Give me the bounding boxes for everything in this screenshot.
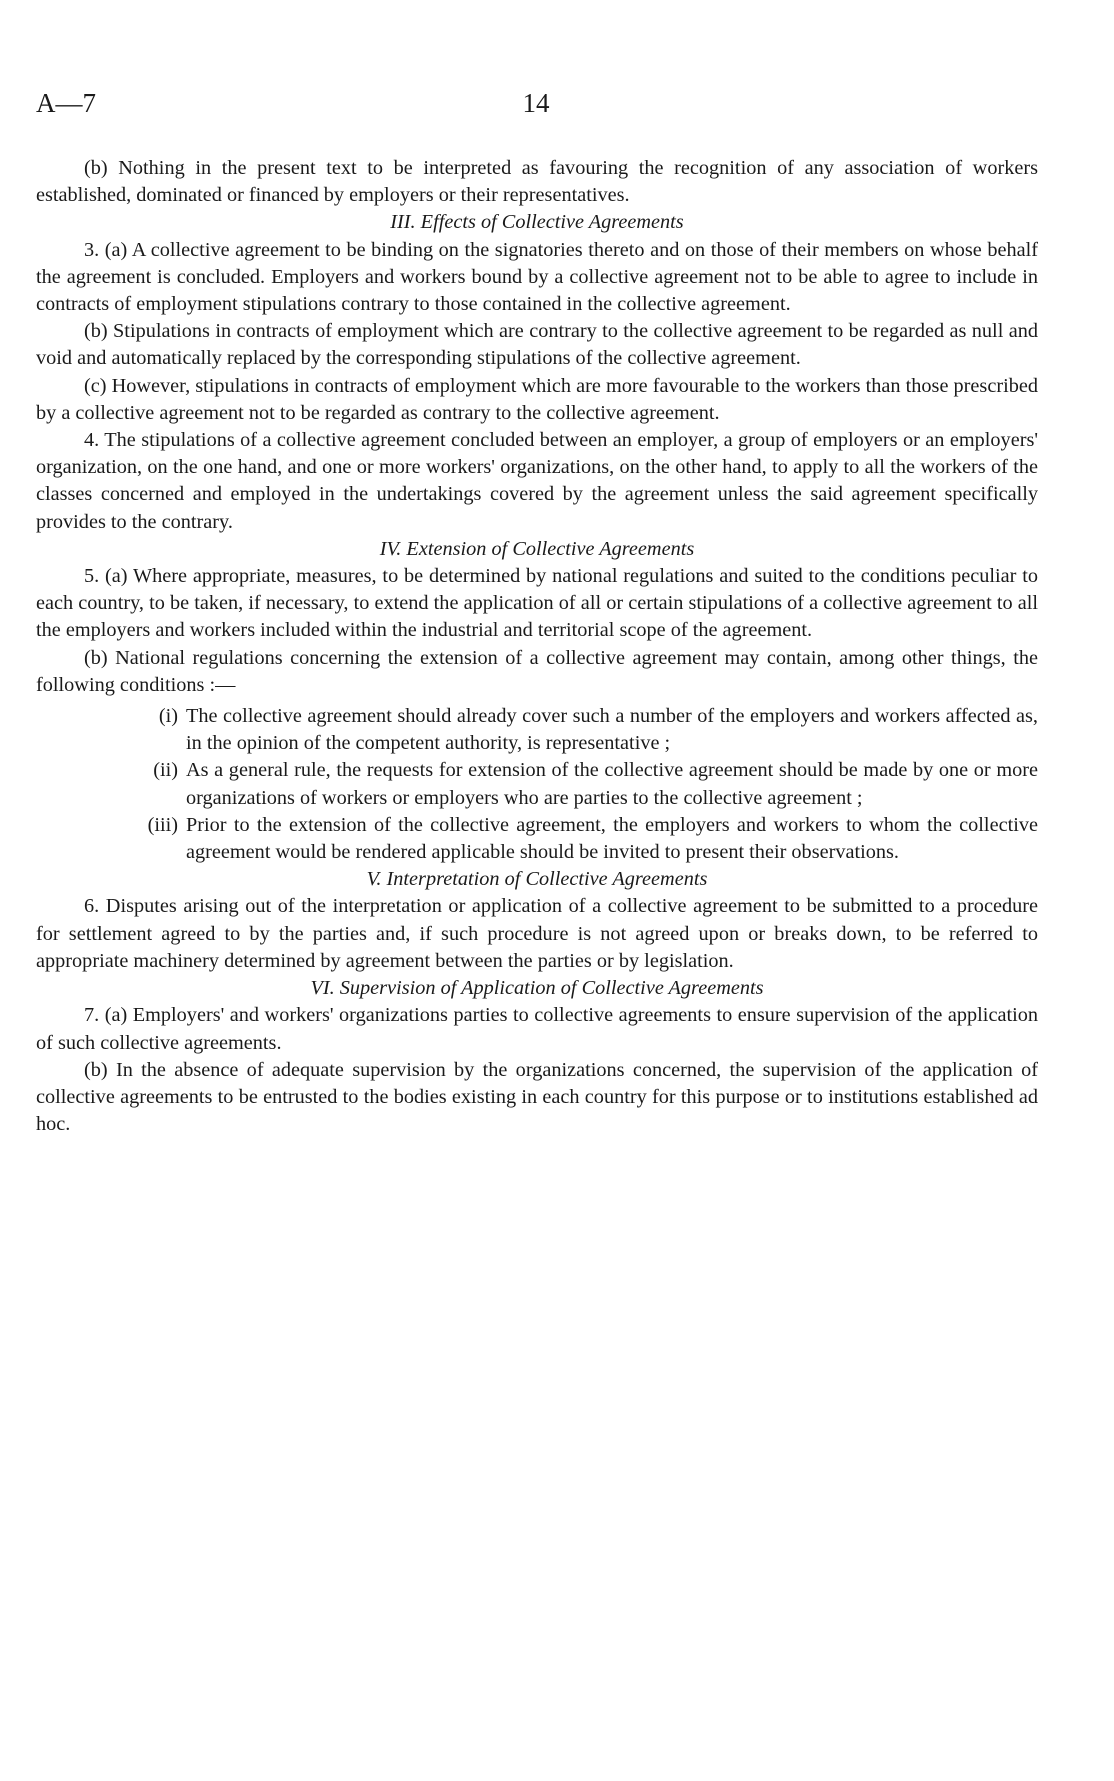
condition-item-iii — [36, 812, 1038, 866]
paragraph-7a: 7. (a) Employers' and workers' organizations parties to collective agreements to ensure supervision of the application of such collective agreements. — [36, 1004, 1038, 1054]
paragraph-6: 6. Disputes arising out of the interpretation or application of a collective agreement to be submitted to a procedure for settlement agreed to by the parties and, if such procedure is not agreed upon or breaks down, to be referred to appropriate machinery determined by agreement between the parties or by legislation. — [36, 895, 1038, 972]
section-heading-vi: VI. Supervision of Application of Collective Agreements — [310, 977, 764, 1000]
paragraph-7b: (b) In the absence of adequate supervision by the organizations concerned, the supervision of the application of collective agreements to be entrusted to the bodies existing in each country for this purpose or to institutions established ad hoc. — [36, 1058, 1038, 1136]
document-body — [36, 155, 1038, 1138]
section-heading-v: V. Interpretation of Collective Agreements — [366, 868, 708, 891]
condition-item-i — [36, 703, 1038, 757]
paragraph-3a: 3. (a) A collective agreement to be binding on the signatories thereto and on those of their members on whose behalf the agreement is concluded. Employers and workers bound by a collective agreement not to be able to agree to include in contracts of employment stipulations contrary to those contained in the collective agreement. — [36, 238, 1038, 316]
section-heading-iv: IV. Extension of Collective Agreements — [379, 537, 695, 560]
page-number: 14 — [522, 88, 550, 118]
document-reference: A—7 — [36, 88, 96, 118]
condition-number: (iii) — [147, 813, 178, 836]
condition-text: The collective agreement should already cover such a number of the employers and workers affected as, in the opinion of the competent authority, is representative ; — [186, 705, 1038, 755]
paragraph-4: 4. The stipulations of a collective agreement concluded between an employer, a group of employers or an employers' organization, on the one hand, and one or more workers' organizations, on the other hand, to apply to all the workers of the classes concerned and employed in the undertakings covered by the agreement unless the said agreement specifically provides to the contrary. — [36, 429, 1038, 533]
section-heading-iii: III. Effects of Collective Agreements — [390, 211, 684, 234]
condition-text: As a general rule, the requests for extension of the collective agreement should be made by one or more organizations of workers or employers who are parties to the collective agreement ; — [186, 759, 1038, 809]
paragraph-3b: (b) Stipulations in contracts of employment which are contrary to the collective agreement to be regarded as null and void and automatically replaced by the corresponding stipulations of the collective agreement. — [36, 320, 1038, 370]
paragraph-5a: 5. (a) Where appropriate, measures, to be determined by national regulations and suited to the conditions peculiar to each country, to be taken, if necessary, to extend the application of all or certain stipulations of a collective agreement to all the employers and workers included within the industrial and territorial scope of the agreement. — [36, 565, 1038, 642]
page-header — [36, 88, 1036, 122]
paragraph-5b: (b) National regulations concerning the extension of a collective agreement may contain, among other things, the following conditions :— — [36, 646, 1038, 696]
paragraph-3c: (c) However, stipulations in contracts of employment which are more favourable to the workers than those prescribed by a collective agreement not to be regarded as contrary to the collective agreement. — [36, 374, 1038, 424]
condition-number: (i) — [158, 705, 178, 728]
condition-text: Prior to the extension of the collective agreement, the employers and workers to whom the collective agreement would be rendered applicable should be invited to present their observations. — [186, 813, 1038, 864]
paragraph-2b: (b) Nothing in the present text to be interpreted as favouring the recognition of any association of workers established, dominated or financed by employers or their representatives. — [36, 157, 1038, 207]
condition-item-ii — [36, 757, 1038, 811]
condition-number: (ii) — [153, 759, 178, 782]
